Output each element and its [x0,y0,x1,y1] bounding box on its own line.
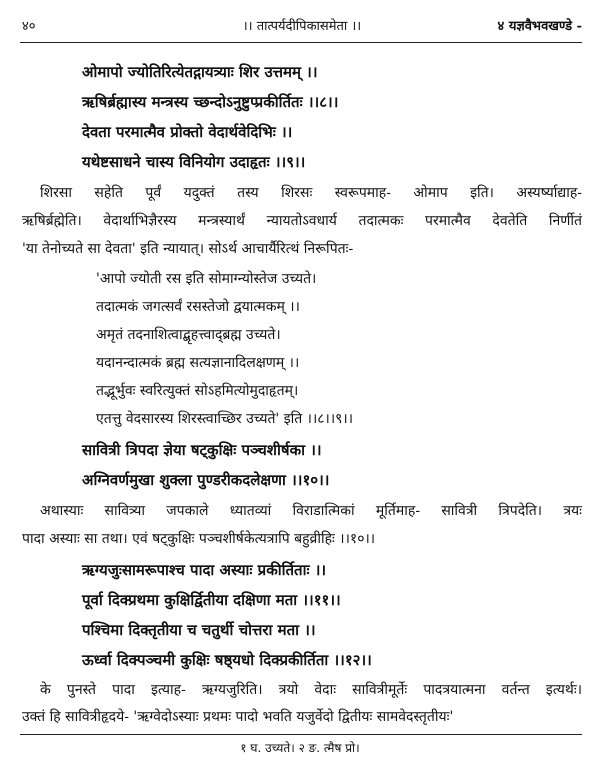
running-title: ।। तात्पर्यदीपिकासमेता ।। [242,19,362,34]
quotation-line: तदात्मकं जगत्सर्वं रसस्तेजो द्वयात्मकम् ।। [96,299,300,315]
verse-line: सावित्री त्रिपदा ज्ञेया षट्कुक्षिः पञ्चशीर्षका ।। [82,441,322,459]
commentary-line: पादा अस्याः सा तथा। एवं षट्कुक्षिः पञ्चशीर्षकेत्यत्रापि बहुव्रीहिः ।।१०।। [22,531,376,547]
page-header [22,14,582,38]
footnote-rule [20,734,582,735]
quotation-line: 'आपो ज्योती रस इति सोमाग्न्योस्तेज उच्यते। [96,271,317,287]
page-number: ४० [22,19,36,34]
header-rule [20,42,582,43]
verse-line: ऋषिर्ब्रह्मास्य मन्त्रस्य च्छन्दोऽनुष्टुप्प्रकीर्तितः ।।८।। [82,93,339,111]
quotation-line: अमृतं तदनाशित्वाद्बृहत्त्वाद्ब्रह्म उच्यते। [96,327,281,343]
verse-line: ओमापो ज्योतिरित्येतद्गायत्र्याः शिर उत्तमम् ।। [82,63,318,81]
commentary-line: शिरसा सहेति पूर्वं यदुक्तं तस्य शिरसः स्वरूपमाह- ओमाप इति। अस्यर्ष्याद्याह- [40,185,582,201]
commentary-line: उक्तं हि सावित्रीहृदये- 'ऋग्वेदोऽस्याः प्रथमः पादो भवति यजुर्वेदो द्वितीयः सामवेदस्तृतीयः' [22,709,454,725]
quotation-line: तद्भूर्भुवः स्वरित्युक्तं सोऽहमित्योमुदाहृतम्। [96,383,299,399]
verse-line: अग्निवर्णमुखा शुक्ला पुण्डरीकदलेक्षणा ।।१०।। [82,471,330,489]
verse-line: यथेष्टसाधने चास्य विनियोग उदाहृतः ।।९।। [82,153,306,171]
footnote: १ घ. उच्यते। २ ङ. त्मैष प्रो। [240,741,360,755]
verse-line: पश्चिमा दिक्तृतीया च चतुर्थी चोत्तरा मता ।। [82,621,316,639]
commentary-line: ऋषिर्ब्रह्मेति। वेदार्थाभिज्ञैरस्य मन्त्रस्यार्थं न्यायतोऽवधार्य तदात्मकः परमात्मैव देवतेति निर्णीतं [22,213,582,229]
verse-line: ऋग्यजुःसामरूपाश्च पादा अस्याः प्रकीर्तिताः ।। [82,561,327,579]
commentary-line: के पुनस्ते पादा इत्याह- ऋग्यजुरिति। त्रयो वेदाः सावित्रीमूर्तेः पादत्रयात्मना वर्तन्त इत्यर्थः। [40,682,582,698]
verse-line: ऊर्ध्वा दिक्पञ्चमी कुक्षिः षष्ठ्यधो दिक्प्रकीर्तिता ।।१२।। [82,651,372,669]
verse-line: देवता परमात्मैव प्रोक्तो वेदार्थवेदिभिः ।। [82,123,293,141]
quotation-line: यदानन्दात्मकं ब्रह्म सत्यज्ञानादिलक्षणम् ।। [96,355,300,371]
section-title: ४ यज्ञवैभवखण्डे - [497,19,582,34]
verse-line: पूर्वा दिक्प्रथमा कुक्षिर्द्वितीया दक्षिणा मता ।।११।। [82,591,341,609]
commentary-line: अथास्याः सावित्र्या जपकाले ध्यातव्यां विराडात्मिकां मूर्तिमाह- सावित्री त्रिपदेति। त्रयः [40,503,582,519]
quotation-line: एतत्तु वेदसारस्य शिरस्त्वाच्छिर उच्यते' इति ।।८।।९।। [96,411,354,427]
commentary-line: 'या तेनोच्यते सा देवता' इति न्यायात्। सोऽर्थ आचार्यैरित्थं निरूपितः- [22,241,354,257]
